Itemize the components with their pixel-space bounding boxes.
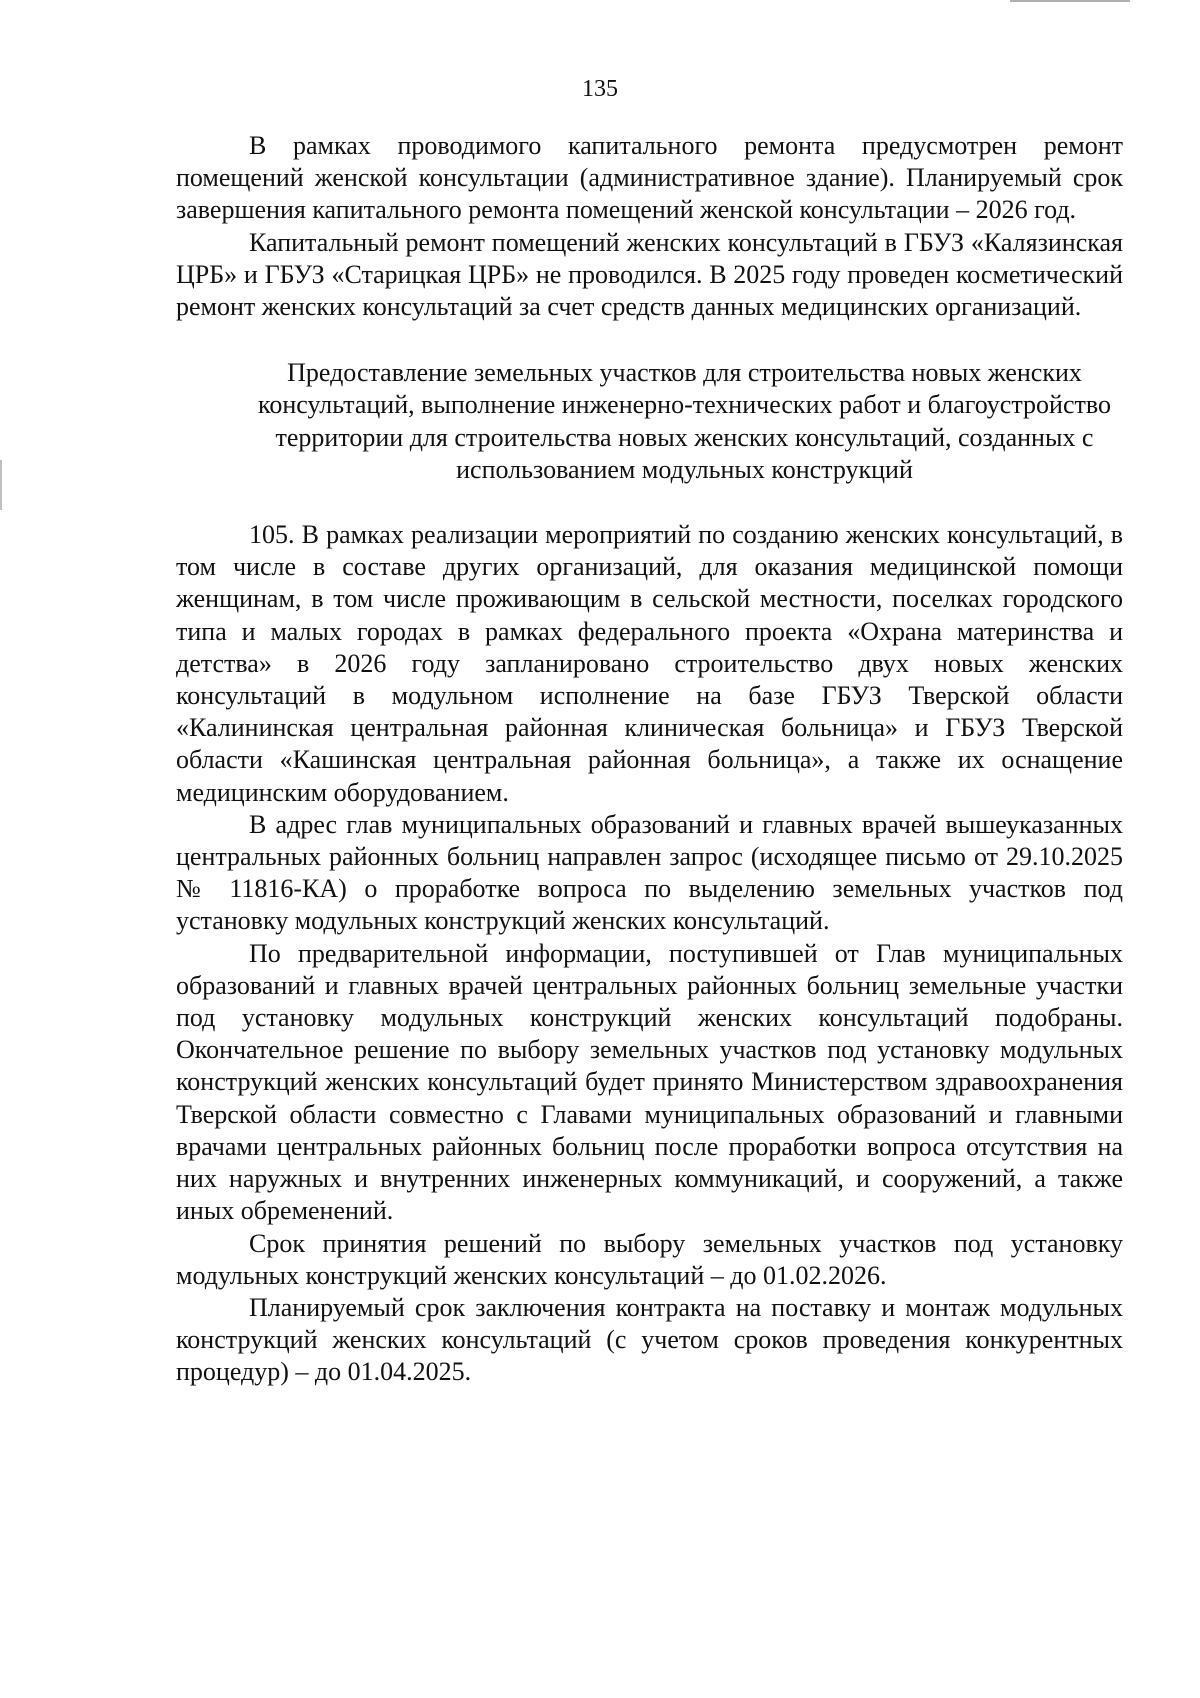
paragraph-request-letter: В адрес глав муниципальных образований и главных врачей вышеуказанных центральных районных больниц направлен запрос (исходящее письмо от 29.10.2025 № 11816-КА) о проработке вопроса по выделению земельных участков под установку модульных конструкций женских консультаций. — [176, 809, 1123, 936]
paragraph-105: 105. В рамках реализации мероприятий по созданию женских консультаций, в том числе в составе других организаций, для оказания медицинской помощи женщинам, в том числе проживающим в сельской местности, поселках городского типа и малых городах в рамках федерального проекта «Охрана материнства и детства» в 2026 году запланировано строительство двух новых женских консультаций в модульном исполнение на базе ГБУЗ Тверской области «Калининская центральная районная клиническая больница» и ГБУЗ Тверской области «Кашинская центральная районная больница», а также их оснащение медицинским оборудованием. — [176, 520, 1123, 807]
paragraph-land-selection: По предварительной информации, поступившей от Глав муниципальных образований и главных врачей центральных районных больниц земельные участки под установку модульных конструкций женских консультаций подобраны. Окончательное решение по выбору земельных участков под установку модульных конструкций женских консультаций будет принято Министерством здравоохранения Тверской области совместно с Главами муниципальных образований и главными врачами центральных районных больниц после проработки вопроса отсутствия на них наружных и внутренних инженерных коммуникаций, и сооружений, а также иных обременений. — [176, 938, 1123, 1226]
page-number: 135 — [582, 76, 618, 102]
paragraph-contract-deadline: Планируемый срок заключения контракта на поставку и монтаж модульных конструкций женских консультаций (с учетом сроков проведения конкурентных процедур) – до 01.04.2025. — [176, 1292, 1123, 1387]
section-spacer — [176, 323, 1123, 357]
document-body — [176, 130, 1123, 1389]
scan-artifact-left-edge — [0, 460, 2, 510]
heading-spacer — [176, 486, 1123, 519]
paragraph-decision-deadline: Срок принятия решений по выбору земельных участков под установку модульных конструкций женских консультаций – до 01.02.2026. — [176, 1228, 1123, 1290]
paragraph-capital-repair-plan: В рамках проводимого капитального ремонта предусмотрен ремонт помещений женской консультации (административное здание). Планируемый срок завершения капитального ремонта помещений женской консультации – 2026 год. — [176, 131, 1123, 225]
paragraph-capital-repair-status: Капитальный ремонт помещений женских консультаций в ГБУЗ «Калязинская ЦРБ» и ГБУЗ «Старицкая ЦРБ» не проводился. В 2025 году проведен косметический ремонт женских консультаций за счет средств данных медицинских организаций. — [176, 227, 1123, 322]
section-heading: Предоставление земельных участков для строительства новых женских консультаций, выполнение инженерно-технических работ и благоустройство территории для строительства новых женских консультаций, созданных с использованием модульных конструкций — [258, 358, 1111, 484]
scan-artifact-top-right — [1010, 0, 1130, 2]
